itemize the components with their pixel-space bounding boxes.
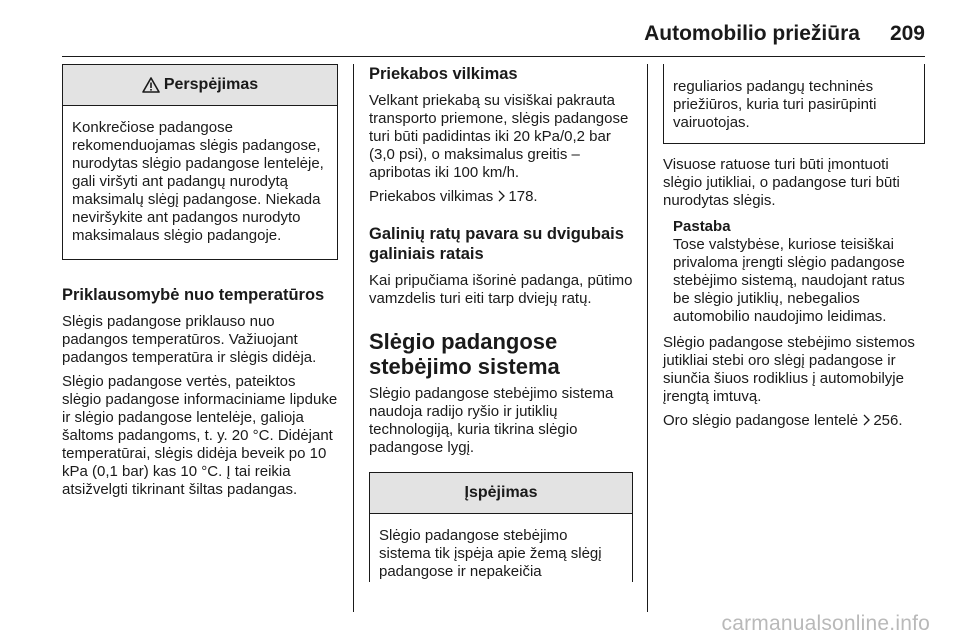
page-reference-icon <box>497 190 506 202</box>
caution-box <box>369 472 633 582</box>
warning-title: Perspėjimas <box>163 76 259 93</box>
trailer-heading: Priekabos vilkimas <box>369 65 518 83</box>
temperature-heading: Priklausomybė nuo temperatūros <box>62 286 325 304</box>
warning-box <box>62 64 338 260</box>
trailer-paragraph: Velkant priekabą su visiškai pakrauta transporto priemone, slėgis padangose turi būti padidintas iki 20 kPa/0,2 bar (3,0 psi), o maksimalus greitis – apribotas iki 100 km/h. <box>369 92 629 181</box>
pressure-table-ref-text: Oro slėgio padangose lentelė <box>663 412 859 429</box>
caution-title: Įspėjimas <box>464 484 538 501</box>
caution-title-bar <box>370 473 632 514</box>
cold-tire-paragraph: Slėgio padangose vertės, pateiktos slėgio padangose informaciniame lipduke ir slėgio padangose lentelėje, galioja šaltoms padangoms, t. y. 20 °C. Didėjant temperatūrai, slėgis didėja beveik po 10 kPa (0,1 bar) kas 10 °C. Į tai reikia atsižvelgti tikrinant šiltas padangas. <box>62 373 338 498</box>
column-1 <box>62 64 338 499</box>
pressure-table-ref-page[interactable]: 256. <box>873 412 903 429</box>
trailer-reference <box>369 188 633 206</box>
dual-wheels-heading: Galinių ratų pavara su dvigubais galiniais ratais <box>369 225 624 263</box>
column-divider <box>353 64 354 612</box>
column-3 <box>663 64 925 430</box>
caution-body: Slėgio padangose stebėjimo sistema tik įspėja apie žemą slėgį padangose ir nepakeičia <box>379 527 602 580</box>
watermark: carmanualsonline.info <box>721 612 930 635</box>
note-body: Tose valstybėse, kuriose teisiškai privaloma įrengti slėgio padangose stebėjimo sistemą, naudojant ratus be slėgio jutiklių, nebegalios automobilio naudojimo leidimas. <box>673 236 905 325</box>
tpms-heading: Slėgio padangose stebėjimo sistema <box>369 329 560 379</box>
caution-box-continued <box>663 64 925 144</box>
note-block <box>663 218 925 326</box>
caution-continued-body: reguliarios padangų techninės priežiūros, kuria turi pasirūpinti vairuotojas. <box>673 78 877 131</box>
trailer-ref-text: Priekabos vilkimas <box>369 188 494 205</box>
temperature-paragraph: Slėgis padangose priklauso nuo padangos temperatūros. Važiuojant padangos temperatūra ir slėgis didėja. <box>62 313 317 366</box>
warning-body: Konkrečiose padangose rekomenduojamas slėgis padangose, nurodytas slėgio padangose lentelėje, gali viršyti ant padangų nurodytą maksimalų slėgį padangose. Niekada neviršykite ant padangos nurodyto maksimalaus slėgio padangoje. <box>72 119 324 244</box>
page-reference-icon <box>862 414 871 426</box>
note-title: Pastaba <box>673 218 731 235</box>
section-title: Automobilio priežiūra <box>644 22 860 45</box>
tpms-paragraph: Slėgio padangose stebėjimo sistema naudoja radijo ryšio ir jutiklių technologiją, kuria tikrina slėgio padangose lygį. <box>369 385 614 456</box>
header-rule <box>62 56 925 57</box>
pressure-table-reference <box>663 412 925 430</box>
dual-wheels-paragraph: Kai pripučiama išorinė padanga, pūtimo vamzdelis turi eiti tarp dviejų ratų. <box>369 272 633 307</box>
column-divider <box>647 64 648 612</box>
column-2 <box>369 64 633 582</box>
warning-title-bar <box>63 65 337 106</box>
page-header <box>644 22 925 52</box>
trailer-ref-page[interactable]: 178. <box>508 188 538 205</box>
sensors-paragraph: Visuose ratuose turi būti įmontuoti slėgio jutikliai, o padangose turi būti nurodytas slėgis. <box>663 156 900 209</box>
sensor-function-paragraph: Slėgio padangose stebėjimo sistemos jutikliai stebi oro slėgį padangose ir siunčia šiuos rodiklius į automobilyje įrengtą imtuvą. <box>663 334 915 405</box>
warning-triangle-icon <box>142 77 160 93</box>
page-number: 209 <box>889 22 925 45</box>
